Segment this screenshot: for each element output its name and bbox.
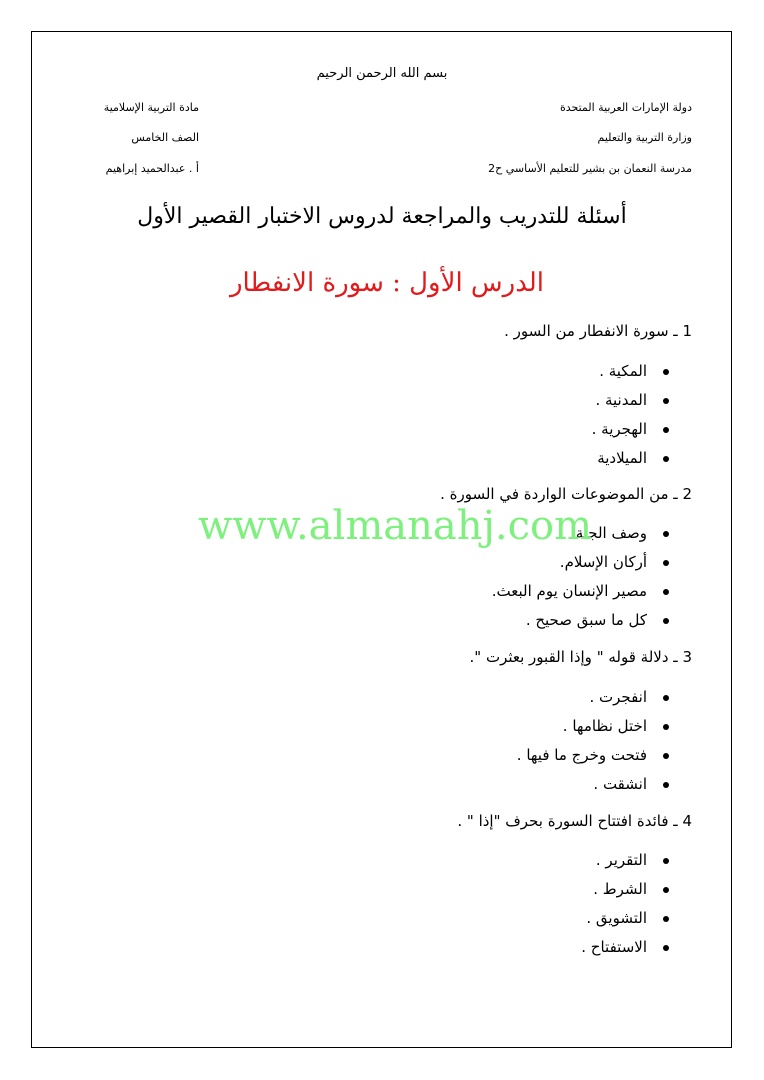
- question-2: 2 ـ من الموضوعات الواردة في السورة .: [440, 485, 692, 503]
- bullet-icon: [663, 945, 669, 951]
- grade-name: الصف الخامس: [131, 131, 199, 144]
- bullet-icon: [663, 456, 669, 462]
- question-1-options: [592, 357, 669, 473]
- teacher-name: أ . عبدالحميد إبراهيم: [105, 162, 199, 175]
- question-4: 4 ـ فائدة افتتاح السورة بحرف "إذا " .: [457, 812, 692, 830]
- option-item: التقرير .: [581, 846, 669, 875]
- bismillah: بسم الله الرحمن الرحيم: [316, 66, 448, 81]
- bullet-icon: [663, 724, 669, 730]
- option-item: كل ما سبق صحيح .: [492, 606, 669, 635]
- bullet-icon: [663, 589, 669, 595]
- question-4-options: [581, 846, 669, 962]
- question-3: 3 ـ دلالة قوله " وإذا القبور بعثرت ".: [469, 648, 692, 666]
- option-item: مصير الإنسان يوم البعث.: [492, 577, 669, 606]
- bullet-icon: [663, 560, 669, 566]
- bullet-icon: [663, 858, 669, 864]
- option-item: الميلادية: [592, 444, 669, 473]
- subject-name: مادة التربية الإسلامية: [103, 101, 199, 114]
- bullet-icon: [663, 782, 669, 788]
- question-1: 1 ـ سورة الانفطار من السور .: [504, 322, 692, 340]
- option-item: المدنية .: [592, 386, 669, 415]
- option-item: اختل نظامها .: [517, 712, 669, 741]
- option-item: فتحت وخرج ما فيها .: [517, 741, 669, 770]
- option-item: انشقت .: [517, 770, 669, 799]
- option-item: الهجرية .: [592, 415, 669, 444]
- option-item: انفجرت .: [517, 683, 669, 712]
- option-item: الشرط .: [581, 875, 669, 904]
- ministry-name: وزارة التربية والتعليم: [597, 131, 692, 144]
- watermark: www.almanahj.com: [198, 503, 593, 549]
- option-item: وصف الجنة.: [492, 519, 669, 548]
- bullet-icon: [663, 369, 669, 375]
- bullet-icon: [663, 887, 669, 893]
- bullet-icon: [663, 618, 669, 624]
- country-name: دولة الإمارات العربية المتحدة: [559, 101, 692, 114]
- lesson-title: الدرس الأول : سورة الانفطار: [229, 268, 545, 298]
- bullet-icon: [663, 398, 669, 404]
- bullet-icon: [663, 916, 669, 922]
- bullet-icon: [663, 695, 669, 701]
- option-item: التشويق .: [581, 904, 669, 933]
- question-3-options: [517, 683, 669, 799]
- school-name: مدرسة النعمان بن بشير للتعليم الأساسي ح2: [488, 162, 692, 175]
- bullet-icon: [663, 531, 669, 537]
- option-item: أركان الإسلام.: [492, 548, 669, 577]
- option-item: المكية .: [592, 357, 669, 386]
- bullet-icon: [663, 753, 669, 759]
- option-item: الاستفتاح .: [581, 933, 669, 962]
- bullet-icon: [663, 427, 669, 433]
- page-title: أسئلة للتدريب والمراجعة لدروس الاختبار القصير الأول: [137, 204, 627, 229]
